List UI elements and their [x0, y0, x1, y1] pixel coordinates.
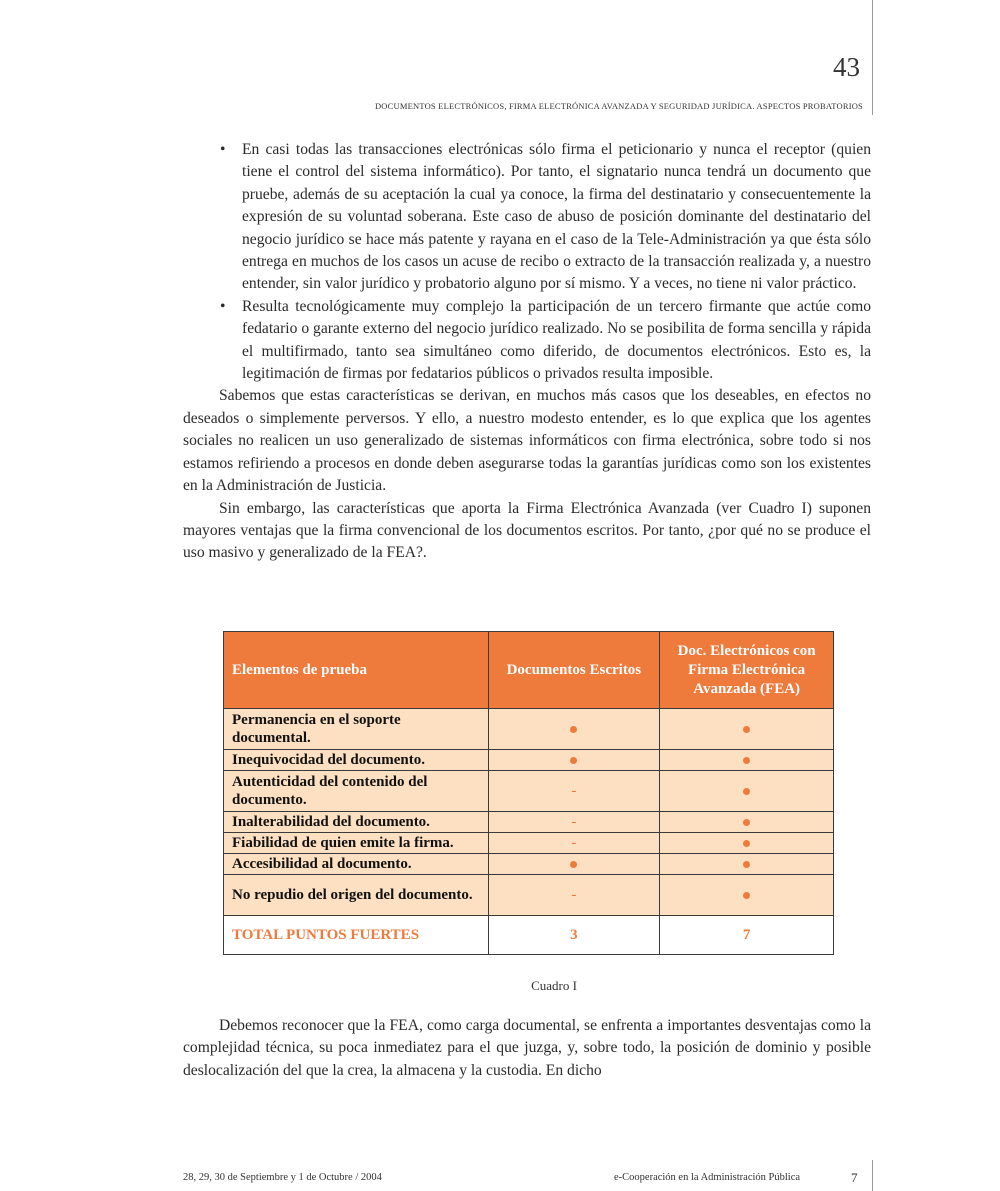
table-header-row — [224, 632, 834, 709]
row-label: Permanencia en el soporte documental. — [224, 709, 489, 750]
table-row — [224, 750, 834, 771]
bullet-item — [183, 296, 871, 386]
bullet-text: Resulta tecnológicamente muy complejo la participación de un tercero firmante que actúe como fedatario o garante externo del negocio jurídico realizado. No se posibilita de forma sencilla y rápida el multifirmado, tanto sea simultáneo como diferido, de documentos electrónicos. Esto es, la legitimación de firmas por fedatarios públicos o privados resulta imposible. — [242, 297, 871, 383]
bullet-dot-icon — [570, 726, 577, 733]
row-fea-mark — [660, 833, 834, 854]
bullet-text: En casi todas las transacciones electrónicas sólo firma el peticionario y nunca el receptor (quien tiene el control del sistema informático). Por tanto, el signatario nunca tendrá un documento que pruebe, además de su aceptación la cual ya conoce, la firma del destinatario y consecuentemente la expresión de su voluntad soberana. Este caso de abuso de posición dominante del destinatario del negocio jurídico se hace más patente y rayana en el caso de la Tele-Administración ya que ésta sólo entrega en muchos de los casos un acuse de recibo o extracto de la transacción realizada y, a nuestro entender, sin valor jurídico y probatorio alguno por sí mismo. Y a veces, no tiene ni valor práctico. — [242, 141, 871, 293]
header-elementos: Elementos de prueba — [224, 632, 489, 709]
running-head: DOCUMENTOS ELECTRÓNICOS, FIRMA ELECTRÓNICA AVANZADA Y SEGURIDAD JURÍDICA. ASPECTOS PROBATORIOS — [374, 101, 863, 111]
footer-event: e-Cooperación en la Administración Pública — [614, 1172, 801, 1183]
bullet-dot-icon — [743, 892, 750, 899]
table-row — [224, 833, 834, 854]
footer-rule — [872, 1160, 873, 1191]
closing-paragraph: Debemos reconocer que la FEA, como carga documental, se enfrenta a importantes desventajas como la complejidad técnica, su poca inmediatez para el que juzga, y, sobre todo, la posición de dominio y posible deslocalización del que la crea, la almacena y la custodia. En dicho — [183, 1017, 871, 1079]
row-fea-mark — [660, 812, 834, 833]
bullet-dot-icon — [743, 788, 750, 795]
bullet-dot-icon — [743, 861, 750, 868]
header-rule — [872, 0, 873, 115]
bullet-dot-icon — [743, 840, 750, 847]
row-fea-mark — [660, 709, 834, 750]
table-row — [224, 875, 834, 916]
row-fea-mark — [660, 771, 834, 812]
row-escritos-mark — [488, 750, 660, 771]
table-row — [224, 854, 834, 875]
row-escritos-mark — [488, 854, 660, 875]
row-label: Autenticidad del contenido del documento. — [224, 771, 489, 812]
table-caption: Cuadro I — [531, 978, 577, 993]
page-number: 43 — [833, 52, 860, 82]
paragraph: Sin embargo, las características que aporta la Firma Electrónica Avanzada (ver Cuadro I) suponen mayores ventajas que la firma convencional de los documentos escritos. Por tanto, ¿por qué no se produce el uso masivo y generalizado de la FEA?. — [183, 499, 871, 562]
row-escritos-mark — [488, 709, 660, 750]
total-fea: 7 — [660, 916, 834, 955]
bullet-dot-icon — [743, 726, 750, 733]
table-row — [224, 771, 834, 812]
body-text-top — [183, 139, 871, 565]
footer-page-number: 7 — [851, 1170, 858, 1185]
table-total-row — [224, 916, 834, 955]
total-escritos: 3 — [488, 916, 660, 955]
footer-dates: 28, 29, 30 de Septiembre y 1 de Octubre / 2004 — [183, 1172, 382, 1183]
bullet-dot-icon — [743, 757, 750, 764]
total-label: TOTAL PUNTOS FUERTES — [224, 916, 489, 955]
bullet-icon: • — [220, 297, 226, 315]
row-escritos-value: - — [488, 771, 660, 812]
table-row — [224, 709, 834, 750]
bullet-dot-icon — [570, 757, 577, 764]
paragraph: Sabemos que estas características se derivan, en muchos más casos que los deseables, en efectos no deseados o simplemente perversos. Y ello, a nuestro modesto entender, es lo que explica que los agentes sociales no realicen un uso generalizado de sistemas informáticos con firma electrónica, sobre todo si nos estamos refiriendo a procesos en donde deben asegurarse todas la garantías jurídicas como son los existentes en la Administración de Justicia. — [183, 387, 871, 495]
row-escritos-value: - — [488, 812, 660, 833]
row-label: Inalterabilidad del documento. — [224, 812, 489, 833]
bullet-icon: • — [220, 141, 226, 158]
table-row — [224, 812, 834, 833]
row-fea-mark — [660, 854, 834, 875]
header-escritos: Documentos Escritos — [488, 632, 660, 709]
row-label: Fiabilidad de quien emite la firma. — [224, 833, 489, 854]
row-label: Accesibilidad al documento. — [224, 854, 489, 875]
table-body — [224, 709, 834, 916]
row-label: Inequivocidad del documento. — [224, 750, 489, 771]
row-escritos-value: - — [488, 875, 660, 916]
bullet-dot-icon — [743, 819, 750, 826]
row-label: No repudio del origen del documento. — [224, 875, 489, 916]
bullet-dot-icon — [570, 861, 577, 868]
row-fea-mark — [660, 875, 834, 916]
header-fea: Doc. Electrónicos con Firma Electrónica Avanzada (FEA) — [660, 632, 834, 709]
cuadro-table — [223, 631, 834, 955]
bullet-item — [183, 139, 871, 296]
row-fea-mark — [660, 750, 834, 771]
row-escritos-value: - — [488, 833, 660, 854]
